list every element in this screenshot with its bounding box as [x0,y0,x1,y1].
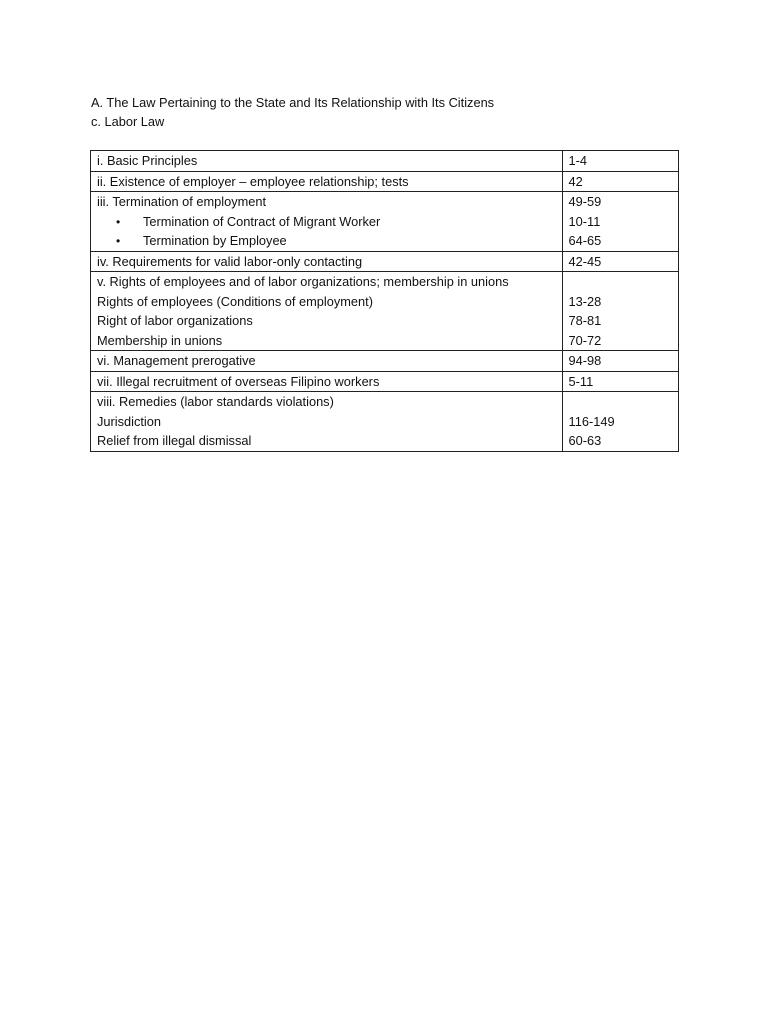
topic-cell [91,192,563,252]
topic-cell [91,392,563,452]
topic-cell [91,371,563,392]
page-range: 42 [568,173,583,189]
page-range: 60-63 [568,433,602,448]
topic-label: i. Basic Principles [97,153,198,168]
page-range: 5-11 [568,373,594,389]
topics-table [90,150,679,452]
page-range: 64-65 [568,233,602,248]
topic-label: vii. Illegal recruitment of overseas Filipino workers [97,373,380,389]
page-range: 13-28 [568,293,602,309]
page-range: 70-72 [568,332,602,348]
sub-item-label: Membership in unions [97,332,223,348]
table-row [91,171,679,192]
page-range: 94-98 [568,353,602,368]
sub-item-label: Rights of employees (Conditions of employment) [97,293,373,309]
table-row [91,371,679,392]
bullet-item [97,212,556,232]
topic-label: vi. Management prerogative [97,353,256,368]
sub-item-label: Jurisdiction [97,413,162,429]
table-row [91,151,679,172]
page-range: 49-59 [568,194,602,209]
page-range: 116-149 [568,413,615,429]
document-heading-subsection: c. Labor Law [91,114,165,129]
topic-cell [91,351,563,372]
page-range [569,272,672,292]
topic-label: ii. Existence of employer – employee relationship; tests [97,173,409,189]
bullet-label: Termination by Employee [143,233,287,248]
page-range: 78-81 [568,313,602,328]
topic-label: iv. Requirements for valid labor-only contacting [97,253,363,269]
document-heading-section: A. The Law Pertaining to the State and Its Relationship with Its Citizens [91,95,495,110]
topic-label: iii. Termination of employment [97,194,267,209]
page-range: 42-45 [568,253,602,269]
bullet-item [97,231,556,251]
sub-item-label: Relief from illegal dismissal [97,433,252,448]
page-range: 10-11 [568,213,601,229]
pages-cell [562,272,678,351]
pages-cell [562,251,678,272]
topic-cell [91,171,563,192]
pages-cell [562,171,678,192]
table-row [91,251,679,272]
pages-cell [562,192,678,252]
topic-cell [91,151,563,172]
bullet-icon: • [116,214,121,229]
table-row [91,192,679,252]
topic-label: viii. Remedies (labor standards violations) [97,394,334,409]
table-row [91,272,679,351]
pages-cell [562,151,678,172]
topic-cell [91,251,563,272]
pages-cell [562,371,678,392]
sub-item-label: Right of labor organizations [97,313,253,328]
pages-cell [562,392,678,452]
page-range [569,392,672,412]
topic-cell [91,272,563,351]
page-range: 1-4 [568,153,588,168]
table-row [91,351,679,372]
bullet-icon: • [116,234,121,248]
topic-label: v. Rights of employees and of labor organizations; membership in unions [97,274,509,289]
bullet-label: Termination of Contract of Migrant Worker [143,213,381,229]
table-row [91,392,679,452]
pages-cell [562,351,678,372]
